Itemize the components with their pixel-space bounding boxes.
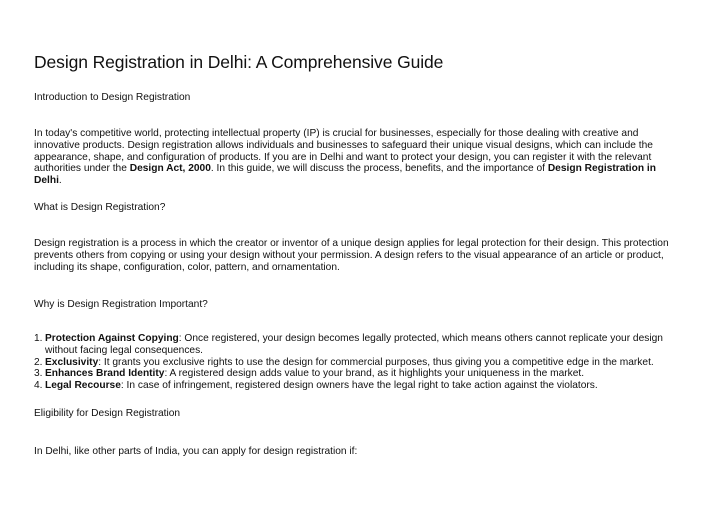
list-item (34, 368, 684, 380)
list-item (34, 357, 684, 369)
intro-text-2: . In this guide, we will discuss the process, benefits, and the importance of (210, 163, 548, 175)
list-item-term: Enhances Brand Identity (45, 368, 165, 380)
what-paragraph: Design registration is a process in which the creator or inventor of a unique design applies for legal protection for their design. This protection prevents others from copying or using your design without your permission. A design refers to the visual appearance of an article or product, including its shape, configuration, color, pattern, and ornamentation. (34, 238, 669, 273)
list-item-number: 1. (34, 333, 43, 344)
list-item-desc: : Once registered, your design becomes legally protected, which means others cannot replicate your design without facing legal consequences. (45, 333, 663, 356)
document-title: Design Registration in Delhi: A Comprehensive Guide (34, 52, 444, 72)
intro-text-3: . (58, 175, 62, 187)
list-item-term: Protection Against Copying (45, 333, 179, 344)
list-item-desc: : In case of infringement, registered design owners have the legal right to take action against the violators. (120, 380, 598, 392)
why-heading: Why is Design Registration Important? (34, 299, 208, 310)
eligibility-heading: Eligibility for Design Registration (34, 408, 181, 419)
list-item-term: Exclusivity (45, 356, 99, 368)
list-item-number: 3. (34, 368, 43, 380)
intro-bold-design-registration-delhi: Design Registration in Delhi (34, 163, 656, 187)
list-item-desc: : A registered design adds value to your brand, as it highlights your uniqueness in the market. (164, 368, 585, 380)
intro-text-1: In today's competitive world, protecting intellectual property (IP) is crucial for businesses, especially for those dealing with creative and innovative products. Design registration allows individuals and businesses to safeguard their unique visual designs, which can include the appearance, shape, and configuration of products. If you are in Delhi and want to protect your design, you can register it with the relevant authorities under the (34, 128, 653, 175)
list-item-desc: : It grants you exclusive rights to use the design for commercial purposes, thus giving you a competitive edge in the market. (98, 356, 654, 368)
intro-paragraph (34, 128, 684, 187)
list-item (34, 333, 684, 357)
list-item-number: 4. (34, 380, 43, 392)
list-item (34, 380, 684, 392)
eligibility-paragraph: In Delhi, like other parts of India, you can apply for design registration if: (34, 446, 358, 457)
list-item-number: 2. (34, 356, 43, 368)
what-heading: What is Design Registration? (34, 202, 166, 213)
intro-bold-design-act: Design Act, 2000 (129, 163, 211, 175)
intro-heading: Introduction to Design Registration (34, 92, 191, 103)
why-list (34, 333, 684, 392)
list-item-term: Legal Recourse (45, 380, 121, 392)
